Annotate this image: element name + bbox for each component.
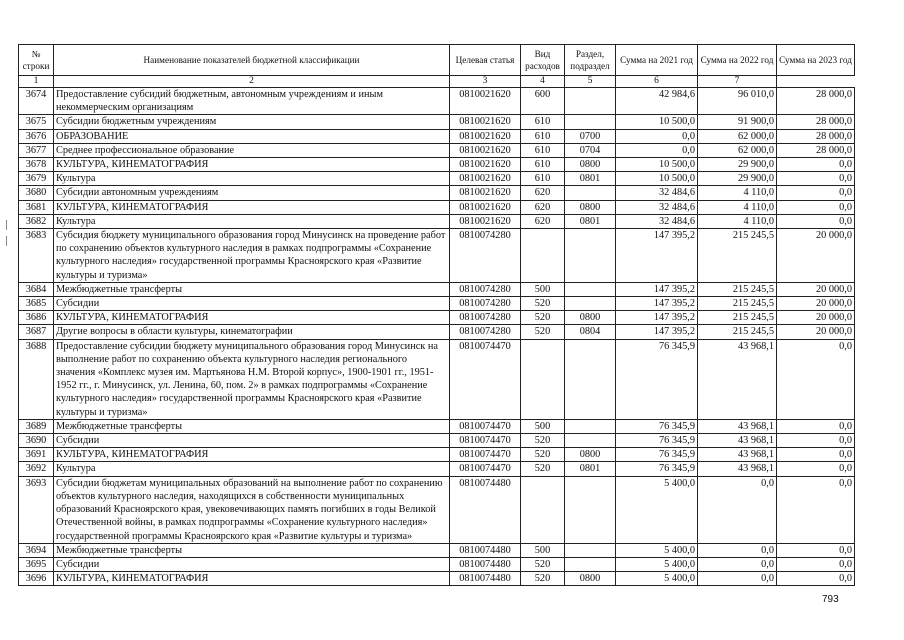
header-row-no: № строки bbox=[19, 45, 54, 76]
table-row bbox=[19, 214, 855, 228]
row-section bbox=[565, 297, 616, 311]
row-number: 3676 bbox=[19, 129, 54, 143]
column-number: 4 bbox=[521, 76, 565, 88]
header-name: Наименование показателей бюджетной классификации bbox=[54, 45, 450, 76]
table-row bbox=[19, 311, 855, 325]
row-sum-2022: 43 968,1 bbox=[698, 419, 777, 433]
row-sum-2022: 0,0 bbox=[698, 476, 777, 543]
row-sum-2022: 62 000,0 bbox=[698, 129, 777, 143]
row-target: 0810074470 bbox=[450, 419, 521, 433]
row-sum-2023: 28 000,0 bbox=[777, 129, 855, 143]
row-kind: 520 bbox=[521, 448, 565, 462]
row-sum-2021: 32 484,6 bbox=[616, 186, 698, 200]
row-target: 0810021620 bbox=[450, 129, 521, 143]
row-number: 3685 bbox=[19, 297, 54, 311]
column-number: 1 bbox=[19, 76, 54, 88]
row-sum-2022: 4 110,0 bbox=[698, 200, 777, 214]
row-kind: 520 bbox=[521, 462, 565, 476]
column-number: 2 bbox=[54, 76, 450, 88]
row-target: 0810021620 bbox=[450, 143, 521, 157]
table-row bbox=[19, 143, 855, 157]
row-sum-2021: 147 395,2 bbox=[616, 311, 698, 325]
row-sum-2021: 76 345,9 bbox=[616, 339, 698, 419]
row-name: Субсидии bbox=[54, 297, 450, 311]
row-sum-2023: 20 000,0 bbox=[777, 282, 855, 296]
row-sum-2021: 10 500,0 bbox=[616, 172, 698, 186]
row-number: 3674 bbox=[19, 88, 54, 115]
row-kind: 600 bbox=[521, 88, 565, 115]
header-target: Целевая статья bbox=[450, 45, 521, 76]
row-number: 3677 bbox=[19, 143, 54, 157]
row-kind bbox=[521, 476, 565, 543]
row-sum-2023: 20 000,0 bbox=[777, 297, 855, 311]
row-target: 0810021620 bbox=[450, 214, 521, 228]
row-target: 0810074280 bbox=[450, 325, 521, 339]
row-sum-2022: 43 968,1 bbox=[698, 339, 777, 419]
row-sum-2023: 0,0 bbox=[777, 448, 855, 462]
row-kind: 520 bbox=[521, 572, 565, 586]
row-section: 0804 bbox=[565, 325, 616, 339]
row-sum-2022: 4 110,0 bbox=[698, 186, 777, 200]
table-body bbox=[19, 88, 855, 586]
table-row bbox=[19, 448, 855, 462]
row-sum-2023: 0,0 bbox=[777, 339, 855, 419]
table-row bbox=[19, 462, 855, 476]
row-sum-2021: 32 484,6 bbox=[616, 200, 698, 214]
row-number: 3687 bbox=[19, 325, 54, 339]
row-sum-2023: 28 000,0 bbox=[777, 143, 855, 157]
table-row bbox=[19, 282, 855, 296]
header-kind: Вид расходов bbox=[521, 45, 565, 76]
row-section bbox=[565, 282, 616, 296]
row-sum-2021: 32 484,6 bbox=[616, 214, 698, 228]
row-sum-2023: 0,0 bbox=[777, 543, 855, 557]
row-sum-2023: 20 000,0 bbox=[777, 229, 855, 283]
row-sum-2021: 5 400,0 bbox=[616, 572, 698, 586]
scan-margin-mark bbox=[6, 236, 7, 246]
row-sum-2023: 28 000,0 bbox=[777, 115, 855, 129]
row-section bbox=[565, 186, 616, 200]
row-sum-2023: 20 000,0 bbox=[777, 325, 855, 339]
row-name: Культура bbox=[54, 214, 450, 228]
row-target: 0810074280 bbox=[450, 297, 521, 311]
row-sum-2021: 76 345,9 bbox=[616, 448, 698, 462]
row-section: 0800 bbox=[565, 448, 616, 462]
row-kind: 520 bbox=[521, 325, 565, 339]
row-kind: 500 bbox=[521, 282, 565, 296]
row-target: 0810074480 bbox=[450, 543, 521, 557]
row-kind: 520 bbox=[521, 434, 565, 448]
row-section: 0800 bbox=[565, 200, 616, 214]
row-kind: 610 bbox=[521, 129, 565, 143]
row-number: 3680 bbox=[19, 186, 54, 200]
row-sum-2023: 28 000,0 bbox=[777, 88, 855, 115]
row-sum-2022: 29 900,0 bbox=[698, 172, 777, 186]
row-number: 3678 bbox=[19, 158, 54, 172]
row-sum-2021: 147 395,2 bbox=[616, 297, 698, 311]
row-name: Другие вопросы в области культуры, кинематографии bbox=[54, 325, 450, 339]
row-name: Субсидии бюджетам муниципальных образований на выполнение работ по сохранению объектов культурного наследия, находящихся в собственности муниципальных образований Красноярского края, увековечивающих память погибших в годы Великой Отечественной войны, в рамках подпрограммы «Сохранение культурного наследия» государственной программы Красноярского края «Развитие культуры и туризма» bbox=[54, 476, 450, 543]
row-kind: 620 bbox=[521, 200, 565, 214]
row-sum-2021: 0,0 bbox=[616, 143, 698, 157]
row-sum-2021: 147 395,2 bbox=[616, 282, 698, 296]
row-sum-2021: 76 345,9 bbox=[616, 434, 698, 448]
row-name: КУЛЬТУРА, КИНЕМАТОГРАФИЯ bbox=[54, 448, 450, 462]
row-name: Субсидии бюджетным учреждениям bbox=[54, 115, 450, 129]
row-kind: 520 bbox=[521, 311, 565, 325]
table-row bbox=[19, 158, 855, 172]
row-name: Предоставление субсидии бюджету муниципального образования город Минусинск на выполнение работ по сохранению объекта культурного наследия регионального значения «Комплекс музея им. Мартьянова Н.М. Второй корпус», 1900-1901 гг., 1951-1952 гг., г. Минусинск, ул. Ленина, 60, пом. 2» в рамках подпрограммы «Сохранение культурного наследия» государственной программы Красноярского края «Развитие культуры и туризма» bbox=[54, 339, 450, 419]
row-number: 3689 bbox=[19, 419, 54, 433]
row-name: Субсидии bbox=[54, 557, 450, 571]
row-number: 3691 bbox=[19, 448, 54, 462]
row-sum-2021: 5 400,0 bbox=[616, 476, 698, 543]
row-section bbox=[565, 339, 616, 419]
row-sum-2023: 20 000,0 bbox=[777, 311, 855, 325]
row-sum-2021: 5 400,0 bbox=[616, 543, 698, 557]
row-number: 3694 bbox=[19, 543, 54, 557]
table-row bbox=[19, 297, 855, 311]
row-number: 3696 bbox=[19, 572, 54, 586]
row-name: Межбюджетные трансферты bbox=[54, 543, 450, 557]
header-section: Раздел, подраздел bbox=[565, 45, 616, 76]
row-sum-2022: 4 110,0 bbox=[698, 214, 777, 228]
row-sum-2022: 91 900,0 bbox=[698, 115, 777, 129]
row-sum-2022: 29 900,0 bbox=[698, 158, 777, 172]
row-section: 0800 bbox=[565, 158, 616, 172]
row-sum-2023: 0,0 bbox=[777, 557, 855, 571]
column-number: 6 bbox=[616, 76, 698, 88]
row-sum-2022: 0,0 bbox=[698, 557, 777, 571]
row-sum-2021: 10 500,0 bbox=[616, 158, 698, 172]
row-section bbox=[565, 229, 616, 283]
row-sum-2022: 215 245,5 bbox=[698, 325, 777, 339]
column-number: 3 bbox=[450, 76, 521, 88]
table-row bbox=[19, 557, 855, 571]
row-target: 0810074280 bbox=[450, 311, 521, 325]
row-target: 0810074480 bbox=[450, 557, 521, 571]
row-target: 0810074470 bbox=[450, 462, 521, 476]
table-header-row bbox=[19, 45, 855, 76]
page-number: 793 bbox=[822, 594, 839, 605]
row-name: Предоставление субсидий бюджетным, автономным учреждениям и иным некоммерческим организациям bbox=[54, 88, 450, 115]
row-kind: 610 bbox=[521, 143, 565, 157]
row-sum-2023: 0,0 bbox=[777, 214, 855, 228]
row-number: 3683 bbox=[19, 229, 54, 283]
row-name: Культура bbox=[54, 172, 450, 186]
row-sum-2022: 96 010,0 bbox=[698, 88, 777, 115]
scan-margin-mark bbox=[6, 220, 7, 230]
row-sum-2021: 5 400,0 bbox=[616, 557, 698, 571]
row-target: 0810021620 bbox=[450, 115, 521, 129]
row-target: 0810074470 bbox=[450, 339, 521, 419]
table-row bbox=[19, 229, 855, 283]
table-row bbox=[19, 129, 855, 143]
table-row bbox=[19, 115, 855, 129]
row-section bbox=[565, 557, 616, 571]
column-numbers-row bbox=[19, 76, 855, 88]
row-section bbox=[565, 88, 616, 115]
column-number: 5 bbox=[565, 76, 616, 88]
row-sum-2023: 0,0 bbox=[777, 419, 855, 433]
row-number: 3675 bbox=[19, 115, 54, 129]
row-number: 3684 bbox=[19, 282, 54, 296]
row-number: 3682 bbox=[19, 214, 54, 228]
table-row bbox=[19, 419, 855, 433]
row-section bbox=[565, 419, 616, 433]
row-kind: 520 bbox=[521, 297, 565, 311]
row-sum-2022: 215 245,5 bbox=[698, 282, 777, 296]
row-target: 0810074470 bbox=[450, 434, 521, 448]
table-row bbox=[19, 543, 855, 557]
row-sum-2021: 76 345,9 bbox=[616, 462, 698, 476]
row-kind: 610 bbox=[521, 172, 565, 186]
row-target: 0810074470 bbox=[450, 448, 521, 462]
row-number: 3690 bbox=[19, 434, 54, 448]
row-name: Среднее профессиональное образование bbox=[54, 143, 450, 157]
row-target: 0810021620 bbox=[450, 172, 521, 186]
row-name: ОБРАЗОВАНИЕ bbox=[54, 129, 450, 143]
row-section: 0801 bbox=[565, 214, 616, 228]
row-sum-2023: 0,0 bbox=[777, 172, 855, 186]
table-row bbox=[19, 476, 855, 543]
table-row bbox=[19, 186, 855, 200]
header-sum-2021: Сумма на 2021 год bbox=[616, 45, 698, 76]
budget-table bbox=[18, 44, 855, 586]
row-sum-2022: 43 968,1 bbox=[698, 448, 777, 462]
table-row bbox=[19, 88, 855, 115]
row-sum-2023: 0,0 bbox=[777, 200, 855, 214]
table-row bbox=[19, 325, 855, 339]
row-number: 3688 bbox=[19, 339, 54, 419]
row-sum-2023: 0,0 bbox=[777, 572, 855, 586]
row-section bbox=[565, 476, 616, 543]
row-target: 0810021620 bbox=[450, 200, 521, 214]
row-section bbox=[565, 115, 616, 129]
table-row bbox=[19, 434, 855, 448]
row-sum-2023: 0,0 bbox=[777, 462, 855, 476]
row-number: 3695 bbox=[19, 557, 54, 571]
row-sum-2023: 0,0 bbox=[777, 158, 855, 172]
row-number: 3679 bbox=[19, 172, 54, 186]
row-target: 0810074280 bbox=[450, 229, 521, 283]
row-name: Субсидия бюджету муниципального образования город Минусинск на проведение работ по сохранению объектов культурного наследия в рамках подпрограммы «Сохранение культурного наследия» государственной программы Красноярского края «Развитие культуры и туризма» bbox=[54, 229, 450, 283]
row-sum-2021: 147 395,2 bbox=[616, 229, 698, 283]
row-section: 0700 bbox=[565, 129, 616, 143]
row-sum-2021: 42 984,6 bbox=[616, 88, 698, 115]
row-target: 0810021620 bbox=[450, 158, 521, 172]
row-sum-2023: 0,0 bbox=[777, 434, 855, 448]
row-sum-2023: 0,0 bbox=[777, 186, 855, 200]
row-kind bbox=[521, 339, 565, 419]
row-sum-2022: 215 245,5 bbox=[698, 229, 777, 283]
row-kind: 500 bbox=[521, 543, 565, 557]
row-section: 0704 bbox=[565, 143, 616, 157]
row-name: Межбюджетные трансферты bbox=[54, 282, 450, 296]
row-kind bbox=[521, 229, 565, 283]
header-sum-2022: Сумма на 2022 год bbox=[698, 45, 777, 76]
row-sum-2021: 10 500,0 bbox=[616, 115, 698, 129]
row-number: 3692 bbox=[19, 462, 54, 476]
row-sum-2022: 62 000,0 bbox=[698, 143, 777, 157]
row-sum-2023: 0,0 bbox=[777, 476, 855, 543]
row-sum-2021: 0,0 bbox=[616, 129, 698, 143]
header-sum-2023: Сумма на 2023 год bbox=[777, 45, 855, 76]
row-sum-2021: 76 345,9 bbox=[616, 419, 698, 433]
row-sum-2022: 215 245,5 bbox=[698, 297, 777, 311]
row-section bbox=[565, 543, 616, 557]
row-name: КУЛЬТУРА, КИНЕМАТОГРАФИЯ bbox=[54, 200, 450, 214]
row-section: 0800 bbox=[565, 311, 616, 325]
row-name: КУЛЬТУРА, КИНЕМАТОГРАФИЯ bbox=[54, 311, 450, 325]
table-row bbox=[19, 172, 855, 186]
row-name: Культура bbox=[54, 462, 450, 476]
row-kind: 520 bbox=[521, 557, 565, 571]
column-number: 7 bbox=[698, 76, 777, 88]
row-sum-2022: 215 245,5 bbox=[698, 311, 777, 325]
row-kind: 620 bbox=[521, 186, 565, 200]
row-target: 0810074480 bbox=[450, 476, 521, 543]
row-target: 0810021620 bbox=[450, 186, 521, 200]
row-target: 0810074480 bbox=[450, 572, 521, 586]
row-name: Межбюджетные трансферты bbox=[54, 419, 450, 433]
row-kind: 610 bbox=[521, 115, 565, 129]
row-section bbox=[565, 434, 616, 448]
row-target: 0810074280 bbox=[450, 282, 521, 296]
row-name: Субсидии bbox=[54, 434, 450, 448]
row-kind: 500 bbox=[521, 419, 565, 433]
row-sum-2022: 43 968,1 bbox=[698, 434, 777, 448]
row-number: 3681 bbox=[19, 200, 54, 214]
row-number: 3686 bbox=[19, 311, 54, 325]
row-sum-2022: 0,0 bbox=[698, 572, 777, 586]
row-kind: 610 bbox=[521, 158, 565, 172]
row-target: 0810021620 bbox=[450, 88, 521, 115]
row-sum-2021: 147 395,2 bbox=[616, 325, 698, 339]
row-section: 0801 bbox=[565, 462, 616, 476]
row-number: 3693 bbox=[19, 476, 54, 543]
row-name: КУЛЬТУРА, КИНЕМАТОГРАФИЯ bbox=[54, 158, 450, 172]
row-section: 0800 bbox=[565, 572, 616, 586]
table-row bbox=[19, 572, 855, 586]
row-name: КУЛЬТУРА, КИНЕМАТОГРАФИЯ bbox=[54, 572, 450, 586]
table-row bbox=[19, 200, 855, 214]
row-name: Субсидии автономным учреждениям bbox=[54, 186, 450, 200]
row-kind: 620 bbox=[521, 214, 565, 228]
row-sum-2022: 0,0 bbox=[698, 543, 777, 557]
row-section: 0801 bbox=[565, 172, 616, 186]
table-row bbox=[19, 339, 855, 419]
row-sum-2022: 43 968,1 bbox=[698, 462, 777, 476]
